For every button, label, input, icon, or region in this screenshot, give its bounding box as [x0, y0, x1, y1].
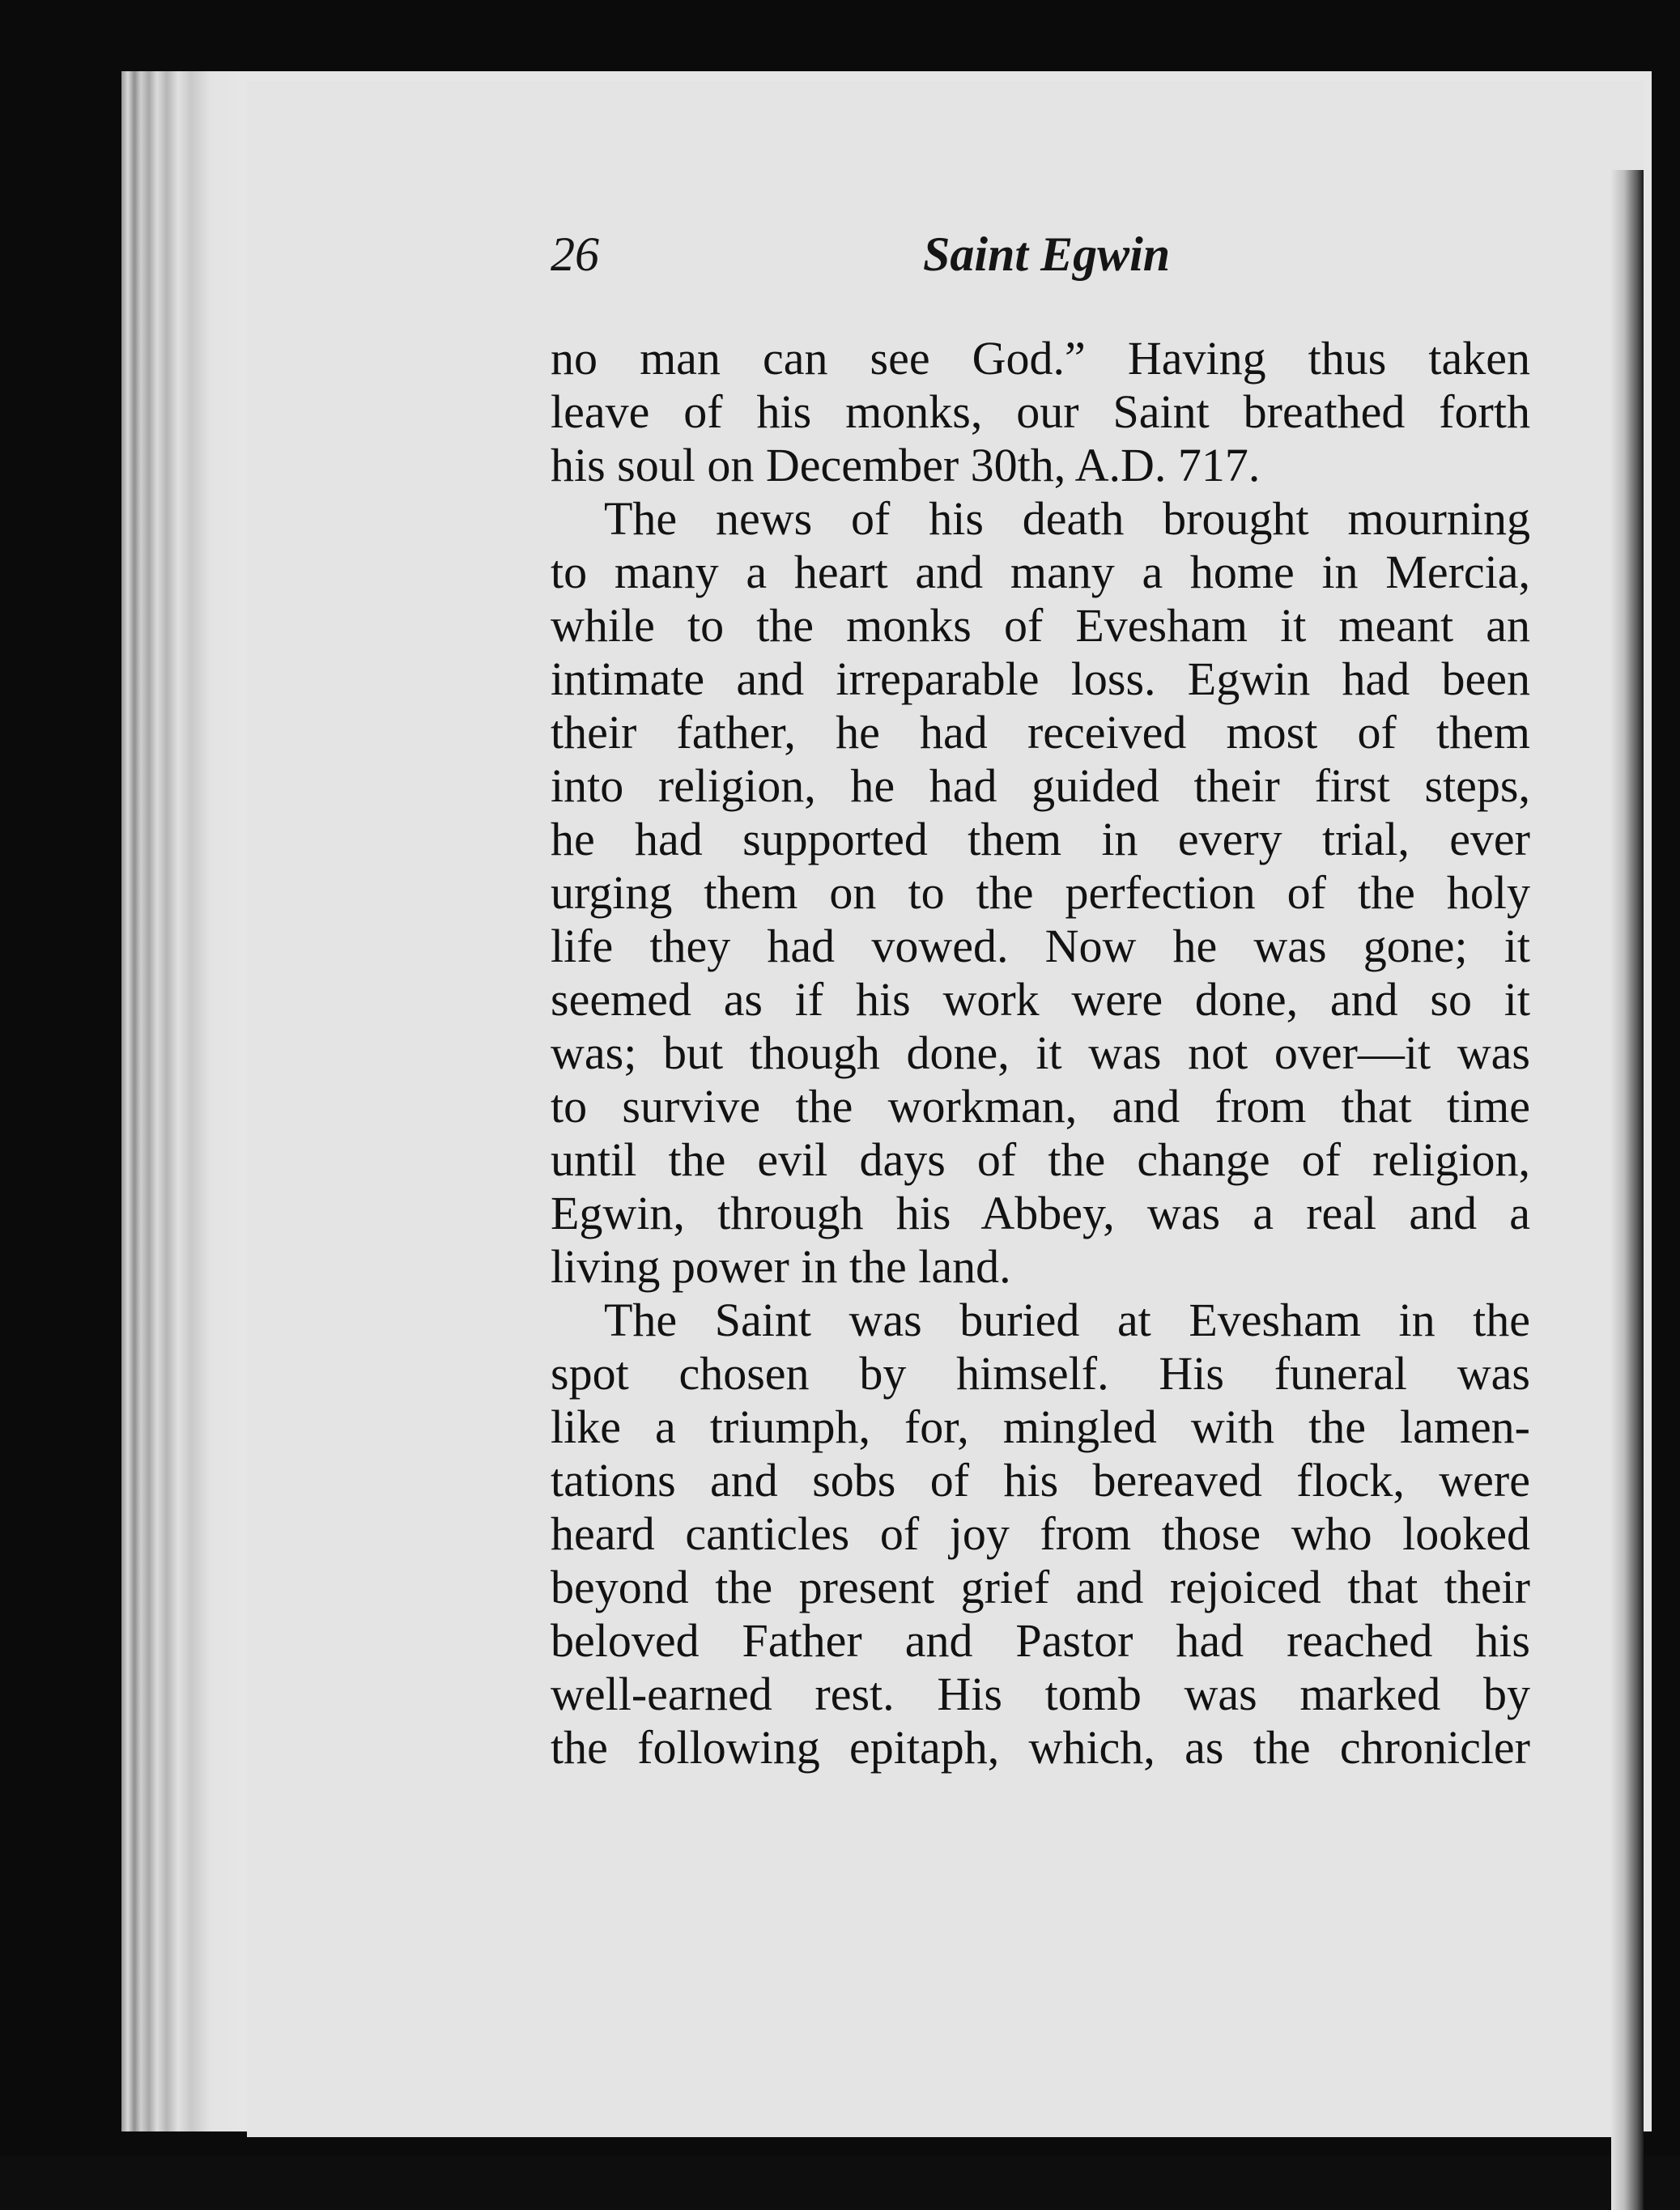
text-line: to many a heart and many a home in Mercia,	[551, 546, 1530, 598]
text-line: into religion, he had guided their first steps,	[551, 759, 1530, 812]
text-line: his soul on December 30th, A.D. 717.	[551, 439, 1261, 491]
text-line: living power in the land.	[551, 1240, 1011, 1293]
text-line: tations and sobs of his bereaved flock, were	[551, 1454, 1530, 1507]
text-line: Egwin, through his Abbey, was a real and a	[551, 1187, 1530, 1239]
text-line: heard canticles of joy from those who looked	[551, 1507, 1530, 1560]
paragraph-start: The news of his death brought mourning	[604, 492, 1530, 545]
text-line: was; but though done, it was not over—it was	[551, 1026, 1530, 1079]
text-line: urging them on to the perfection of the holy	[551, 866, 1530, 919]
running-title: Saint Egwin	[923, 227, 1171, 281]
text-line: their father, he had received most of them	[551, 706, 1530, 759]
text-line: while to the monks of Evesham it meant an	[551, 599, 1530, 652]
body-text	[551, 332, 1530, 1774]
text-line: he had supported them in every trial, ever	[551, 813, 1530, 865]
page-gutter-shadow	[1611, 170, 1644, 2210]
text-line: beyond the present grief and rejoiced that their	[551, 1561, 1530, 1613]
text-line: spot chosen by himself. His funeral was	[551, 1347, 1530, 1400]
paragraph-start: The Saint was buried at Evesham in the	[604, 1294, 1530, 1346]
text-line: like a triumph, for, mingled with the lamen-	[551, 1400, 1530, 1453]
text-line: to survive the workman, and from that time	[551, 1080, 1530, 1133]
text-line: well-earned rest. His tomb was marked by	[551, 1668, 1530, 1720]
text-line: seemed as if his work were done, and so it	[551, 973, 1530, 1026]
page-header	[551, 227, 1530, 300]
text-line: no man can see God.” Having thus taken	[551, 332, 1530, 385]
text-line: leave of his monks, our Saint breathed forth	[551, 385, 1530, 438]
text-line: intimate and irreparable loss. Egwin had been	[551, 652, 1530, 705]
text-line: until the evil days of the change of religion,	[551, 1133, 1530, 1186]
page-number: 26	[551, 227, 599, 281]
text-line: life they had vowed. Now he was gone; it	[551, 920, 1530, 972]
text-line: beloved Father and Pastor had reached his	[551, 1614, 1530, 1667]
text-line: the following epitaph, which, as the chronicler	[551, 1721, 1530, 1774]
